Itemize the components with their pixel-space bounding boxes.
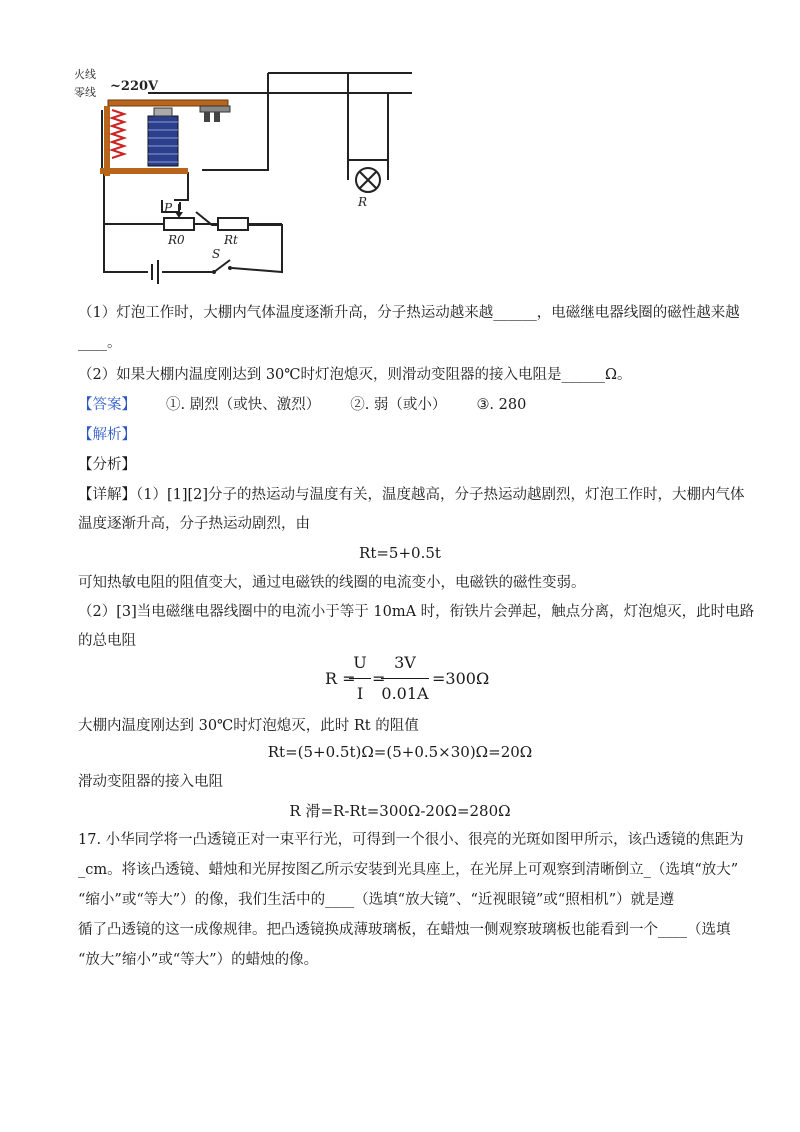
answer-3: ③. 280 xyxy=(476,397,527,413)
fraction-u-over-i: U I xyxy=(349,652,371,705)
detail-line-7: 滑动变阻器的接入电阻 xyxy=(78,774,223,790)
analysis-label: 【解析】 xyxy=(78,427,136,443)
question-17-line-4: 循了凸透镜的这一成像规律。把凸透镜换成薄玻璃板，在蜡烛一侧观察玻璃板也能看到一个____（选填 xyxy=(78,922,731,938)
r0-label: R0 xyxy=(168,233,185,247)
formula-rt-value: Rt=(5+0.5t)Ω=(5+0.5×30)Ω=20Ω xyxy=(267,743,533,761)
answer-1: ①. 剧烈（或快、激烈） xyxy=(166,397,321,413)
relay-base xyxy=(100,168,188,174)
relay-spring xyxy=(112,110,124,158)
question-1-cont: ____。 xyxy=(78,335,122,351)
question-2: （2）如果大棚内温度刚达到 30℃时灯泡熄灭，则滑动变阻器的接入电阻是______Ω。 xyxy=(78,367,632,383)
rt-label: Rt xyxy=(224,233,238,247)
electromagnet-coil xyxy=(148,116,178,166)
formula-slide-resistance: R 滑=R-Rt=300Ω-20Ω=280Ω xyxy=(289,802,511,820)
detail-line-2: 温度逐渐升高，分子热运动剧烈，由 xyxy=(78,516,310,532)
detail-line-1: 【详解】（1）[1][2]分子的热运动与温度有关，温度越高，分子热运动越剧烈，灯泡工作时，大棚内气体 xyxy=(78,487,745,503)
formula-total-resistance: R = U I = 3V 0.01A =300Ω xyxy=(325,653,490,703)
switch-icon xyxy=(214,260,230,272)
resistor-rt xyxy=(218,218,248,230)
rheostat-r0 xyxy=(164,218,194,230)
detail-line-4: （2）[3]当电磁继电器线圈中的电流小于等于 10mA 时，衔铁片会弹起，触点分离，灯泡熄灭，此时电路 xyxy=(78,604,755,620)
circuit-diagram xyxy=(72,60,424,288)
fenxi-label: 【分析】 xyxy=(78,457,136,473)
answer-row xyxy=(78,395,526,415)
detail-label: 【详解】 xyxy=(78,487,136,503)
answer-2: ②. 弱（或小） xyxy=(350,397,447,413)
switch-label: S xyxy=(212,247,221,261)
relay-armature xyxy=(108,100,228,106)
question-17-line-2: _cm。将该凸透镜、蜡烛和光屏按图乙所示安装到光具座上，在光屏上可观察到清晰倒立_（选填“放大” xyxy=(78,862,739,878)
neutral-wire-label: 零线 xyxy=(74,86,96,99)
detail-line-6: 大棚内温度刚达到 30℃时灯泡熄灭，此时 Rt 的阻值 xyxy=(78,718,419,734)
formula-lhs: R = xyxy=(325,669,356,688)
voltage-label: ~220V xyxy=(110,79,159,94)
lamp-label: R xyxy=(358,195,368,209)
question-1: （1）灯泡工作时，大棚内气体温度逐渐升高，分子热运动越来越______，电磁继电器线圈的磁性越来越 xyxy=(78,305,740,321)
answer-label: 【答案】 xyxy=(78,397,136,413)
formula-rt: Rt=5+0.5t xyxy=(359,544,441,562)
detail-line-3: 可知热敏电阻的阻值变大，通过电磁铁的线圈的电流变小，电磁铁的磁性变弱。 xyxy=(78,575,586,591)
fraction-values: 3V 0.01A xyxy=(381,653,429,703)
detail-line-5: 的总电阻 xyxy=(78,633,136,649)
question-17-line-1: 17. 小华同学将一凸透镜正对一束平行光，可得到一个很小、很亮的光斑如图甲所示，该凸透镜的焦距为 xyxy=(78,832,744,848)
slider-label: P xyxy=(164,201,173,215)
formula-result: =300Ω xyxy=(432,669,490,688)
live-wire-label: 火线 xyxy=(74,68,96,81)
question-17-line-5: “放大”缩小”或“等大”）的蜡烛的像。 xyxy=(78,952,319,968)
question-17-line-3: “缩小”或“等大”）的像，我们生活中的____（选填“放大镜”、“近视眼镜”或“照相机”）就是遵 xyxy=(78,892,675,908)
